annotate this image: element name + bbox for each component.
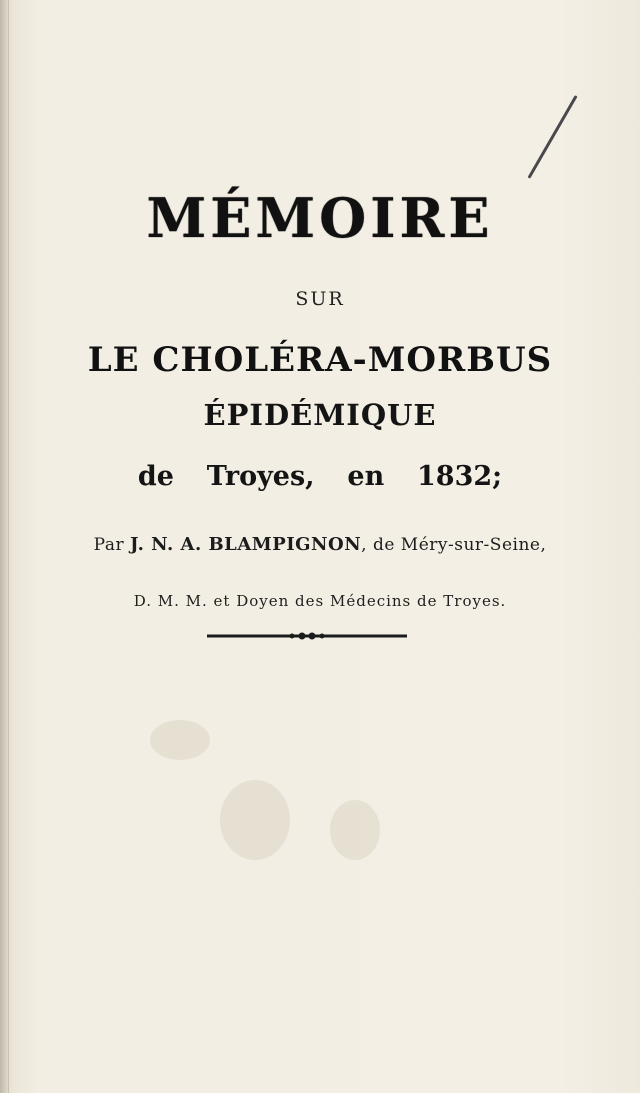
location-year: 1832; [417,461,503,492]
location-prefix: de [137,461,174,492]
location-city: Troyes, [206,461,315,492]
author-suffix: , de Méry-sur-Seine, [361,535,547,555]
ornamental-rule [207,632,407,640]
author-prefix: Par [93,535,125,555]
foxing-stain [330,800,380,860]
pen-mark [528,95,578,179]
location-date-line [0,461,640,492]
author-line [0,534,640,555]
foxing-stain [220,780,290,860]
author-name: J. N. A. BLAMPIGNON [129,534,362,555]
author-credentials: D. M. M. et Doyen des Médecins de Troyes. [133,592,507,610]
subtitle-epidemique: ÉPIDÉMIQUE [203,398,437,432]
foxing-stain [150,720,210,760]
subject-title: LE CHOLÉRA-MORBUS [87,340,553,380]
main-title: MÉMOIRE [146,186,494,250]
preposition-sur: SUR [295,288,345,310]
location-year-prefix: en [347,461,385,492]
